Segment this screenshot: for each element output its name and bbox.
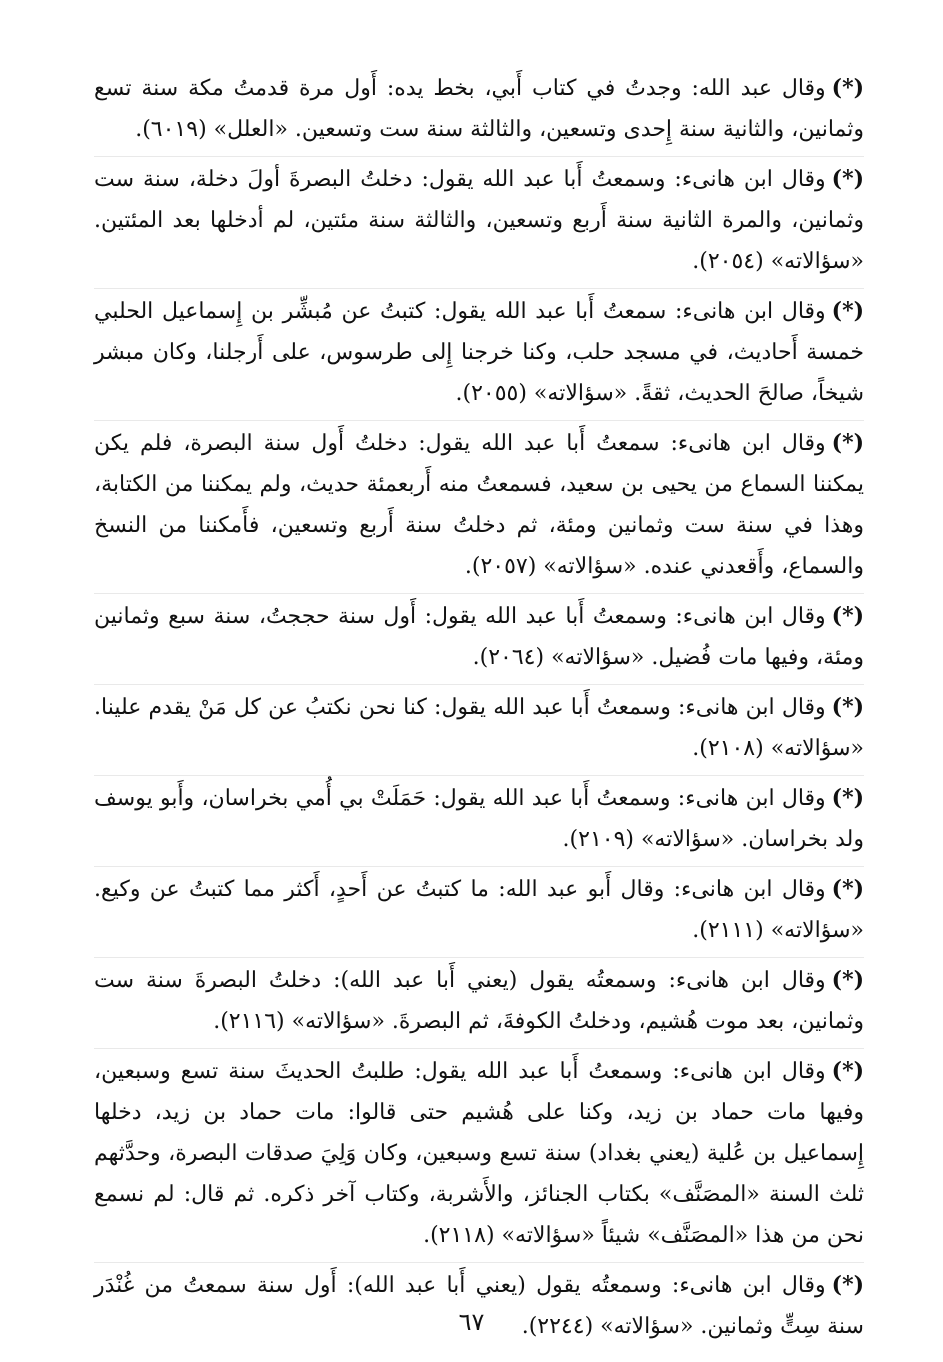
paragraph-marker: (*) [831, 876, 864, 902]
paragraph-marker: (*) [831, 785, 864, 811]
paragraph [94, 159, 864, 289]
paragraph-text: وقال ابن هانىء: وسمعتُه يقول (يعني أَبا عبد الله): أَول سنة سمعتُ من غُنْدَر سنة سِتٍّ وثمانين. «سؤالاته» (٢٢٤٤). [94, 1273, 864, 1339]
paragraph-marker: (*) [831, 75, 864, 101]
paragraph [94, 778, 864, 867]
paragraph-marker: (*) [831, 166, 864, 192]
paragraph [94, 960, 864, 1049]
paragraph-marker: (*) [831, 1272, 864, 1298]
paragraph-marker: (*) [831, 298, 864, 324]
paragraph-text: وقال ابن هانىء: وسمعتُ أَبا عبد الله يقول: حَمَلَتْ بي أُمي بخراسان، وأَبو يوسف ولد بخراسان. «سؤالاته» (٢١٠٩). [94, 786, 864, 852]
paragraph [94, 869, 864, 958]
paragraph-text: وقال ابن هانىء: سمعتُ أَبا عبد الله يقول: كتبتُ عن مُبشِّر بن إِسماعيل الحلبي خمسة أَحاديث، في مسجد حلب، وكنا خرجنا إِلى طرسوس، على أَرجلنا، وكان مبشر شيخاً، صالحَ الحديث، ثقةً. «سؤالاته» (٢٠٥٥). [94, 299, 864, 406]
paragraph-text: وقال عبد الله: وجدتُ في كتاب أَبي، بخط يده: أَول مرة قدمتُ مكة سنة تسع وثمانين، والثانية سنة إِحدى وتسعين، والثالثة سنة ست وتسعين. «العلل» (٦٠١٩). [94, 76, 864, 142]
paragraph [94, 596, 864, 685]
paragraph [94, 68, 864, 157]
main-text [94, 68, 864, 1355]
paragraph-text: وقال ابن هانىء: وسمعتُ أَبا عبد الله يقول: دخلتُ البصرةَ أولَ دخلة، سنة ست وثمانين، والمرة الثانية سنة أَربع وتسعين، والثالثة سنة مئتين، لم أدخلها بعد المئتين. «سؤالاته» (٢٠٥٤). [94, 167, 864, 274]
page-number: ٦٧ [458, 1308, 485, 1336]
paragraph [94, 291, 864, 421]
paragraph [94, 1051, 864, 1263]
paragraph-marker: (*) [831, 430, 864, 456]
paragraph-marker: (*) [831, 694, 864, 720]
paragraph-text: وقال ابن هانىء: سمعتُ أَبا عبد الله يقول: دخلتُ أَول سنة البصرة، فلم يكن يمكننا السماع من يحيى بن سعيد، فسمعتُ منه أَربعمئة حديث، ولم يمكننا من الكتابة، وهذا في سنة ست وثمانين ومئة، ثم دخلتُ سنة أَربع وتسعين، فأَمكننا من النسخ والسماع، وأَقعدني عنده. «سؤالاته» (٢٠٥٧). [94, 431, 864, 579]
paragraph [94, 423, 864, 594]
paragraph-text: وقال ابن هانىء: وقال أَبو عبد الله: ما كتبتُ عن أَحدٍ، أَكثر مما كتبتُ عن وكيع. «سؤالاته» (٢١١١). [94, 877, 864, 943]
paragraph-text: وقال ابن هانىء: وسمعتُ أَبا عبد الله يقول: طلبتُ الحديثَ سنة تسع وسبعين، وفيها مات حماد بن زيد، وكنا على هُشيم حتى قالوا: مات حماد بن زيد، دخلها إِسماعيل بن عُلية (يعني بغداد) سنة تسع وسبعين، وكان وَلِيَ صدقات البصرة، وحدَّثهم ثلث السنة «المصَنَّف» بكتاب الجنائز، والأَشربة، وكتاب آخر ذكره. ثم قال: لم نسمع نحن من هذا «المصَنَّف» شيئاً «سؤالاته» (٢١١٨). [94, 1059, 864, 1248]
paragraph-text: وقال ابن هانىء: وسمعتُ أَبا عبد الله يقول: أَول سنة حججتُ، سنة سبع وثمانين ومئة، وفيها مات فُضيل. «سؤالاته» (٢٠٦٤). [94, 604, 864, 670]
paragraph-marker: (*) [831, 1058, 864, 1084]
paragraph-text: وقال ابن هانىء: وسمعتُه يقول (يعني أَبا عبد الله): دخلتُ البصرةَ سنة ست وثمانين، بعد موت هُشيم، ودخلتُ الكوفةَ، ثم البصرةَ. «سؤالاته» (٢١١٦). [94, 968, 864, 1034]
paragraph [94, 687, 864, 776]
paragraph-marker: (*) [831, 603, 864, 629]
paragraph-marker: (*) [831, 967, 864, 993]
paragraph-text: وقال ابن هانىء: وسمعتُ أَبا عبد الله يقول: كنا نحن نكتبُ عن كل مَنْ يقدم علينا. «سؤالاته» (٢١٠٨). [94, 695, 864, 761]
